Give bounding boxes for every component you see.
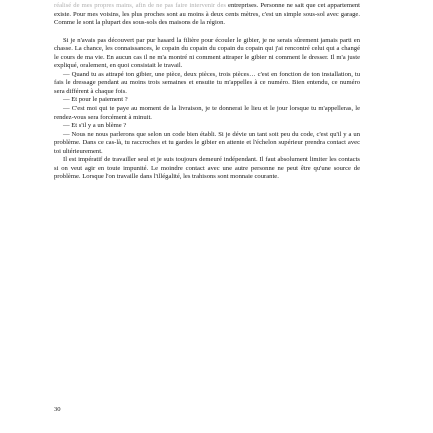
text-column [54, 2, 360, 182]
page-number: 30 [54, 406, 61, 413]
top-paragraph [54, 2, 360, 28]
dialogue-line: — Quand tu as attrapé ton gibier, une pièce, deux pièces, trois pièces… c'est en fonction de ton installation, tu fais le dressage pendant au moins trois semaines et ensuite tu m'appelles à ce numéro. Bien entendu, ce numéro sera différent à chaque fois. [54, 70, 360, 95]
paragraph: Il est impératif de travailler seul et je suis toujours demeuré indépendant. Il faut absolument limiter les contacts si on veut agir en toute impunité. Le moindre contact avec une autre personne ne peut être qu'une source de problème. Lorsque l'on travaille dans l'illégalité, les trahisons sont monnaie courante. [54, 156, 360, 181]
top-paragraph-rest: entreprises. Personne ne sait que cet appartement existe. Pour mes voisins, les plus proches sont au moins à deux cents mètres, c'est un simple sous-sol avec garage. Comme le sont la plupart des sous-sols des maisons de la région. [54, 2, 361, 27]
top-paragraph-first-line: réalisé de mes propres mains, afin de ne pas faire intervenir des [54, 2, 226, 9]
paragraph: Si je n'avais pas découvert par pur hasard la filière pour écouler le gibier, je ne serais sûrement jamais parti en chasse. La chance, les connaissances, le copain du copain du copain du copain qui j'ai rencontré celui qui a changé le cours de ma vie. En aucun cas il ne m'a montré ni comment attraper le gibier ni comment le dresser. Il m'a juste expliqué, oralement, en quoi consistait le travail. [54, 36, 360, 70]
dialogue-line: — C'est moi qui te paye au moment de la livraison, je te donnerai le lieu et le jour lorsque tu m'appelleras, le rendez-vous sera forcément à minuit. [54, 105, 360, 121]
dialogue-line: — Nous ne nous parlerons que selon un code bien établi. Si je dévie un tant soit peu du code, c'est qu'il y a un problème. Dans ce cas-là, tu raccroches et tu gardes le gibier en attente et l'échelon supérieur prendra contact avec toi ultérieurement. [54, 130, 360, 155]
dialogue-line: — Et pour le paiement ? [63, 96, 128, 104]
dialogue-line: — Et s'il y a un blème ? [63, 122, 127, 130]
